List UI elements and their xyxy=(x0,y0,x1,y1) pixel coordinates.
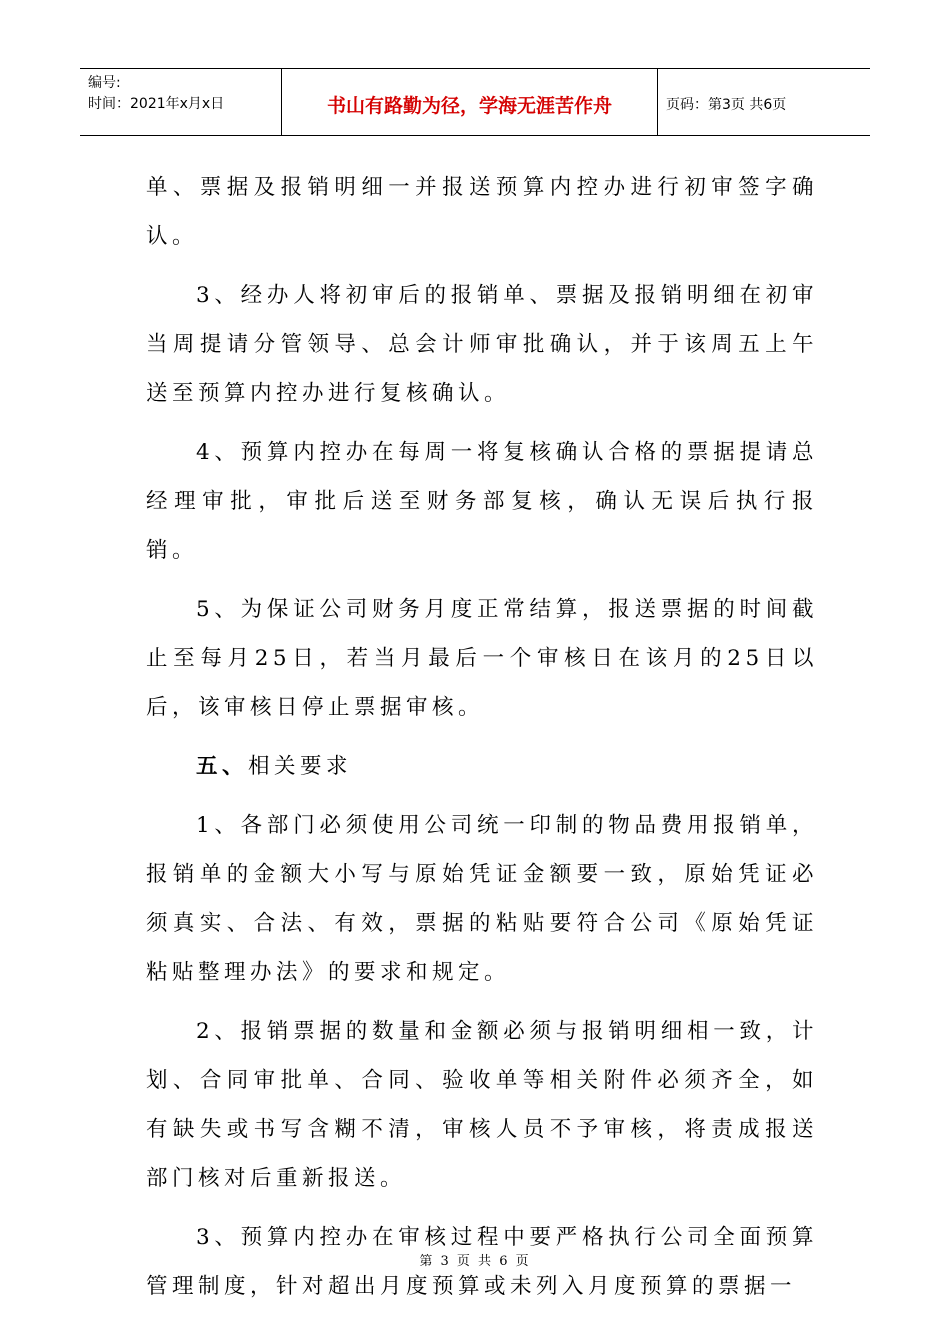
number-label: 编号: xyxy=(88,75,121,91)
section-number: 五、 xyxy=(196,754,249,779)
page-info: 页码：第3页 共6页 xyxy=(666,97,787,113)
paragraph-continued: 单、票据及报销明细一并报送预算内控办进行初审签字确认。 xyxy=(146,175,818,249)
time-label: 时间：2021年x月x日 xyxy=(88,96,225,112)
requirement-3: 3、预算内控办在审核过程中要严格执行公司全面预算管理制度，针对超出月度预算或未列入月度预算的票据一 xyxy=(146,1225,818,1299)
header-motto-cell xyxy=(282,69,658,135)
header-page-cell xyxy=(658,69,870,135)
header-meta-cell xyxy=(80,69,282,135)
section-title: 相关要求 xyxy=(248,754,353,779)
paragraph-step-5: 5、为保证公司财务月度正常结算，报送票据的时间截止至每月25日，若当月最后一个审核日在该月的25日以后，该审核日停止票据审核。 xyxy=(146,597,818,720)
page-footer xyxy=(0,1250,950,1269)
requirement-1: 1、各部门必须使用公司统一印制的物品费用报销单，报销单的金额大小写与原始凭证金额要一致，原始凭证必须真实、合法、有效，票据的粘贴要符合公司《原始凭证粘贴整理办法》的要求和规定。 xyxy=(146,813,818,985)
paragraph-step-4: 4、预算内控办在每周一将复核确认合格的票据提请总经理审批，审批后送至财务部复核，确认无误后执行报销。 xyxy=(146,440,818,563)
motto-text: 书山有路勤为径，学海无涯苦作舟 xyxy=(326,94,612,117)
footer-page-number: 第 3 页 共 6 页 xyxy=(419,1254,531,1269)
requirement-2: 2、报销票据的数量和金额必须与报销明细相一致，计划、合同审批单、合同、验收单等相关附件必须齐全，如有缺失或书写含糊不清，审核人员不予审核，将责成报送部门核对后重新报送。 xyxy=(146,1019,818,1191)
section-heading xyxy=(146,742,818,791)
document-body xyxy=(146,163,818,1321)
paragraph-step-3: 3、经办人将初审后的报销单、票据及报销明细在初审当周提请分管领导、总会计师审批确认，并于该周五上午送至预算内控办进行复核确认。 xyxy=(146,283,818,406)
document-header xyxy=(80,68,870,136)
